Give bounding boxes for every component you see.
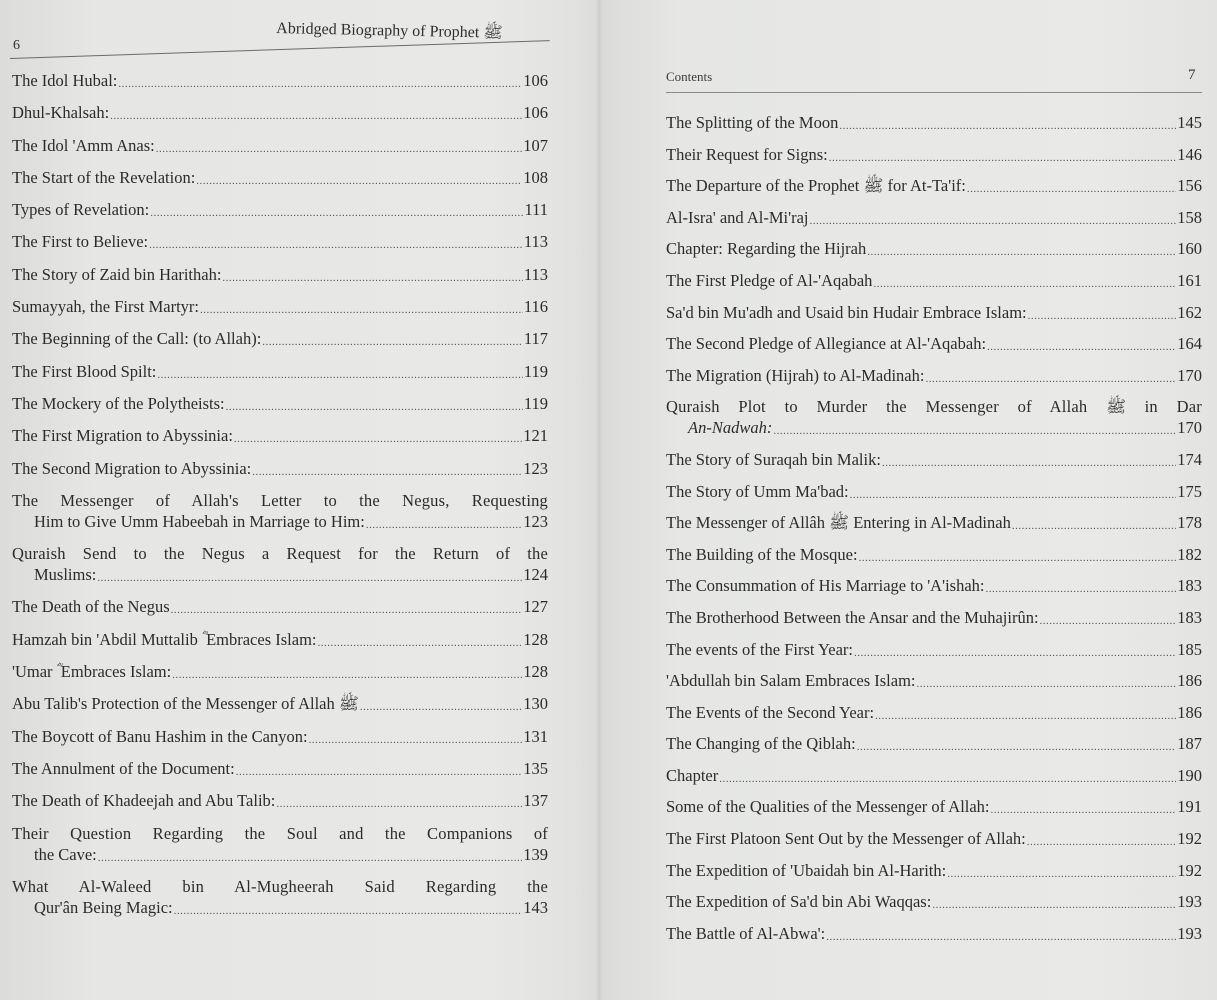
toc-title: The First Pledge of Al-'Aqabah	[666, 270, 873, 290]
toc-page: 111	[524, 200, 548, 220]
leader-dots	[262, 332, 523, 346]
toc-title-line2-row	[12, 897, 548, 918]
leader-dots	[987, 337, 1176, 351]
toc-page: 131	[523, 726, 548, 746]
toc-entry	[666, 607, 1202, 628]
toc-title: The First Platoon Sent Out by the Messenger of Allah:	[666, 829, 1026, 849]
toc-page: 182	[1177, 544, 1202, 564]
toc-title: The Brotherhood Between the Ansar and the Muhajirûn:	[666, 607, 1039, 627]
toc-entry	[12, 758, 548, 779]
toc-entry	[12, 596, 548, 617]
toc-title: The Consummation of His Marriage to 'A'ishah:	[666, 576, 985, 596]
leader-dots	[150, 203, 523, 217]
toc-entry	[666, 112, 1202, 133]
toc-entry	[12, 199, 548, 220]
toc-page: 193	[1177, 923, 1202, 943]
leader-dots	[829, 148, 1176, 162]
toc-page: 124	[523, 565, 548, 585]
toc-title: Hamzah bin 'Abdil Muttalib ؓ Embraces Islam:	[12, 629, 317, 649]
toc-page: 156	[1177, 176, 1202, 196]
leader-dots	[118, 74, 522, 88]
toc-title-line1: What Al-Waleed bin Al-Mugheerah Said Regarding the	[12, 876, 548, 896]
toc-entry	[12, 823, 548, 865]
toc-title: The Building of the Mosque:	[666, 544, 858, 564]
toc-entry	[666, 207, 1202, 228]
toc-entry	[666, 733, 1202, 754]
running-head: Abridged Biography of Prophet ﷺ	[276, 20, 503, 42]
left-page	[0, 0, 596, 1000]
toc-page: 178	[1177, 513, 1202, 533]
toc-entry	[666, 365, 1202, 386]
toc-title: Abu Talib's Protection of the Messenger of Allah ﷺ	[12, 694, 359, 714]
toc-page: 164	[1177, 334, 1202, 354]
leader-dots	[97, 568, 522, 582]
leader-dots	[1027, 832, 1176, 846]
toc-entry	[666, 575, 1202, 596]
toc-page: 158	[1177, 207, 1202, 227]
toc-page: 130	[523, 694, 548, 714]
leader-dots	[309, 730, 523, 744]
toc-page: 108	[523, 167, 548, 187]
leader-dots	[234, 429, 522, 443]
toc-page: 160	[1177, 239, 1202, 259]
toc-title: Some of the Qualities of the Messenger of Allah:	[666, 797, 990, 817]
leader-dots	[1040, 611, 1177, 625]
toc-page: 170	[1177, 418, 1202, 438]
toc-entry	[666, 512, 1202, 533]
toc-entry	[12, 264, 548, 285]
toc-entry	[12, 393, 548, 414]
toc-page: 106	[523, 71, 548, 90]
toc-entry	[12, 458, 548, 479]
toc-title: The Splitting of the Moon	[666, 113, 839, 132]
toc-entry	[666, 670, 1202, 691]
toc-page: 116	[523, 297, 548, 317]
toc-entry	[12, 135, 548, 156]
toc-title: The Events of the Second Year:	[666, 702, 875, 722]
toc-title: The First to Believe:	[12, 232, 149, 252]
toc-entry	[666, 765, 1202, 786]
leader-dots	[967, 179, 1176, 193]
toc-title-line2: the Cave:	[34, 844, 97, 864]
leader-dots	[149, 235, 523, 249]
leader-dots	[1012, 516, 1176, 530]
leader-dots	[318, 633, 523, 647]
toc-page: 139	[523, 844, 548, 864]
toc-page: 175	[1177, 481, 1202, 501]
toc-page: 170	[1177, 365, 1202, 385]
toc-entry	[666, 702, 1202, 723]
leader-dots	[854, 643, 1176, 657]
leader-dots	[925, 369, 1176, 383]
toc-title: The Migration (Hijrah) to Al-Madinah:	[666, 365, 925, 385]
toc-title-line2-row	[12, 564, 548, 585]
toc-entry	[666, 302, 1202, 323]
toc-entry	[666, 796, 1202, 817]
toc-entry	[666, 175, 1202, 196]
page-number: 6	[13, 38, 20, 53]
toc-page: 162	[1177, 302, 1202, 322]
toc-page: 186	[1177, 671, 1202, 691]
toc-page: 127	[523, 597, 548, 617]
toc-page: 185	[1177, 639, 1202, 659]
toc-entry	[666, 828, 1202, 849]
toc-title: 'Umar ؓ Embraces Islam:	[12, 662, 172, 682]
toc-page: 190	[1177, 765, 1202, 785]
toc-list	[666, 112, 1202, 954]
toc-title: Sumayyah, the First Martyr:	[12, 297, 199, 317]
leader-dots	[252, 462, 522, 476]
toc-entry	[12, 231, 548, 252]
leader-dots	[171, 600, 523, 614]
leader-dots	[196, 171, 522, 185]
toc-title: The Messenger of Allâh ﷺ Entering in Al-Madinah	[666, 513, 1011, 533]
toc-list	[12, 70, 548, 929]
toc-page: 192	[1177, 860, 1202, 880]
toc-title: The Death of Khadeejah and Abu Talib:	[12, 791, 276, 811]
toc-title: The Story of Zaid bin Harithah:	[12, 264, 222, 284]
toc-title: The Beginning of the Call: (to Allah):	[12, 329, 262, 349]
leader-dots	[98, 848, 522, 862]
leader-dots	[873, 274, 1176, 288]
toc-page: 145	[1177, 113, 1202, 132]
toc-entry	[12, 328, 548, 349]
header-rule	[10, 40, 550, 59]
leader-dots	[991, 800, 1177, 814]
toc-entry	[666, 238, 1202, 259]
toc-page: 186	[1177, 702, 1202, 722]
toc-title: The Start of the Revelation:	[12, 167, 196, 187]
leader-dots	[157, 365, 522, 379]
toc-entry	[666, 544, 1202, 565]
leader-dots	[985, 579, 1176, 593]
toc-title-line1: Quraish Send to the Negus a Request for the Return of the	[12, 544, 548, 564]
toc-title-line2-row	[12, 844, 548, 865]
leader-dots	[1028, 306, 1177, 320]
toc-entry	[12, 543, 548, 585]
leader-dots	[276, 794, 522, 808]
toc-title-line1: The Messenger of Allah's Letter to the Negus, Requesting	[12, 490, 548, 510]
leader-dots	[810, 211, 1177, 225]
leader-dots	[172, 665, 522, 679]
toc-title-line1: Their Question Regarding the Soul and the Companions of	[12, 823, 548, 843]
toc-title-line2-row	[12, 511, 548, 532]
toc-page: 121	[523, 426, 548, 446]
toc-title-line2-row	[666, 417, 1202, 438]
toc-title: The Second Pledge of Allegiance at Al-'Aqabah:	[666, 334, 987, 354]
leader-dots	[850, 485, 1177, 499]
right-page	[602, 0, 1217, 1000]
leader-dots	[839, 116, 1176, 130]
toc-page: 143	[523, 897, 548, 917]
toc-title: Dhul-Khalsah:	[12, 103, 110, 123]
leader-dots	[366, 515, 522, 529]
toc-page: 117	[523, 329, 548, 349]
leader-dots	[222, 268, 522, 282]
toc-page: 146	[1177, 144, 1202, 164]
toc-entry	[666, 396, 1202, 438]
toc-page: 192	[1177, 829, 1202, 849]
toc-entry	[12, 70, 548, 91]
toc-page: 106	[523, 103, 548, 123]
toc-title: The Idol 'Amm Anas:	[12, 135, 155, 155]
toc-entry	[666, 449, 1202, 470]
leader-dots	[932, 895, 1176, 909]
leader-dots	[719, 769, 1176, 783]
toc-page: 123	[523, 458, 548, 478]
toc-title-line2: Qur'ân Being Magic:	[34, 897, 173, 917]
toc-entry	[12, 167, 548, 188]
toc-page: 113	[523, 232, 548, 252]
toc-title: The Story of Suraqah bin Malik:	[666, 449, 881, 469]
toc-page: 161	[1177, 270, 1202, 290]
toc-title: The Story of Umm Ma'bad:	[666, 481, 849, 501]
toc-entry	[12, 693, 548, 714]
toc-page: 123	[523, 511, 548, 531]
toc-title: The Battle of Al-Abwa':	[666, 923, 826, 943]
toc-entry	[12, 876, 548, 918]
toc-entry	[12, 726, 548, 747]
toc-page: 135	[523, 758, 548, 778]
toc-title-line1: Quraish Plot to Murder the Messenger of Allah ﷺ in Dar	[666, 397, 1202, 417]
toc-title: Chapter	[666, 765, 719, 785]
leader-dots	[826, 927, 1176, 941]
toc-title: The Idol Hubal:	[12, 71, 118, 90]
toc-entry	[666, 481, 1202, 502]
toc-entry	[12, 661, 548, 682]
leader-dots	[226, 397, 523, 411]
toc-title: The First Blood Spilt:	[12, 361, 157, 381]
toc-title: The Changing of the Qiblah:	[666, 734, 856, 754]
toc-page: 128	[523, 662, 548, 682]
leader-dots	[947, 864, 1176, 878]
toc-entry	[12, 361, 548, 382]
toc-entry	[666, 923, 1202, 944]
toc-page: 119	[523, 393, 548, 413]
toc-page: 191	[1177, 797, 1202, 817]
running-head: Contents	[666, 69, 713, 84]
toc-title: The Mockery of the Polytheists:	[12, 393, 225, 413]
toc-title: 'Abdullah bin Salam Embraces Islam:	[666, 671, 916, 691]
toc-title: Types of Revelation:	[12, 200, 150, 220]
toc-title: The events of the First Year:	[666, 639, 853, 659]
toc-entry	[666, 144, 1202, 165]
toc-entry	[12, 629, 548, 650]
toc-title-line2: Him to Give Umm Habeebah in Marriage to Him:	[34, 511, 365, 531]
toc-page: 128	[523, 629, 548, 649]
toc-title: Their Request for Signs:	[666, 144, 828, 164]
toc-entry	[12, 296, 548, 317]
leader-dots	[857, 737, 1177, 751]
leader-dots	[867, 242, 1176, 256]
leader-dots	[110, 106, 522, 120]
toc-entry	[666, 639, 1202, 660]
toc-title: The Departure of the Prophet ﷺ for At-Ta'if:	[666, 176, 966, 196]
toc-title-line2: Muslims:	[34, 565, 97, 585]
toc-title: Chapter: Regarding the Hijrah	[666, 239, 867, 259]
toc-entry	[12, 490, 548, 532]
toc-title: Al-Isra' and Al-Mi'raj	[666, 207, 809, 227]
toc-title: The First Migration to Abyssinia:	[12, 426, 233, 446]
toc-page: 137	[523, 791, 548, 811]
leader-dots	[773, 421, 1176, 435]
toc-title-line2: An-Nadwah:	[688, 418, 773, 438]
toc-entry	[12, 425, 548, 446]
toc-page: 183	[1177, 607, 1202, 627]
header-rule	[666, 92, 1202, 93]
toc-title: The Boycott of Banu Hashim in the Canyon:	[12, 726, 308, 746]
leader-dots	[875, 706, 1176, 720]
leader-dots	[917, 674, 1177, 688]
leader-dots	[859, 548, 1177, 562]
toc-title: The Death of the Negus	[12, 597, 170, 617]
leader-dots	[360, 697, 522, 711]
toc-title: The Expedition of Sa'd bin Abi Waqqas:	[666, 892, 932, 912]
toc-page: 119	[523, 361, 548, 381]
toc-entry	[12, 790, 548, 811]
toc-entry	[666, 270, 1202, 291]
toc-entry	[666, 891, 1202, 912]
leader-dots	[174, 901, 523, 915]
toc-page: 107	[523, 135, 548, 155]
page-number: 7	[1188, 67, 1196, 83]
toc-entry	[12, 102, 548, 123]
toc-page: 193	[1177, 892, 1202, 912]
toc-page: 187	[1177, 734, 1202, 754]
toc-title: The Expedition of 'Ubaidah bin Al-Harith:	[666, 860, 947, 880]
toc-entry	[666, 860, 1202, 881]
toc-title: Sa'd bin Mu'adh and Usaid bin Hudair Embrace Islam:	[666, 302, 1027, 322]
toc-page: 174	[1177, 449, 1202, 469]
leader-dots	[236, 762, 523, 776]
toc-page: 113	[523, 264, 548, 284]
toc-entry	[666, 333, 1202, 354]
leader-dots	[882, 453, 1176, 467]
toc-title: The Second Migration to Abyssinia:	[12, 458, 252, 478]
leader-dots	[156, 139, 523, 153]
leader-dots	[200, 300, 523, 314]
toc-page: 183	[1177, 576, 1202, 596]
toc-title: The Annulment of the Document:	[12, 758, 235, 778]
